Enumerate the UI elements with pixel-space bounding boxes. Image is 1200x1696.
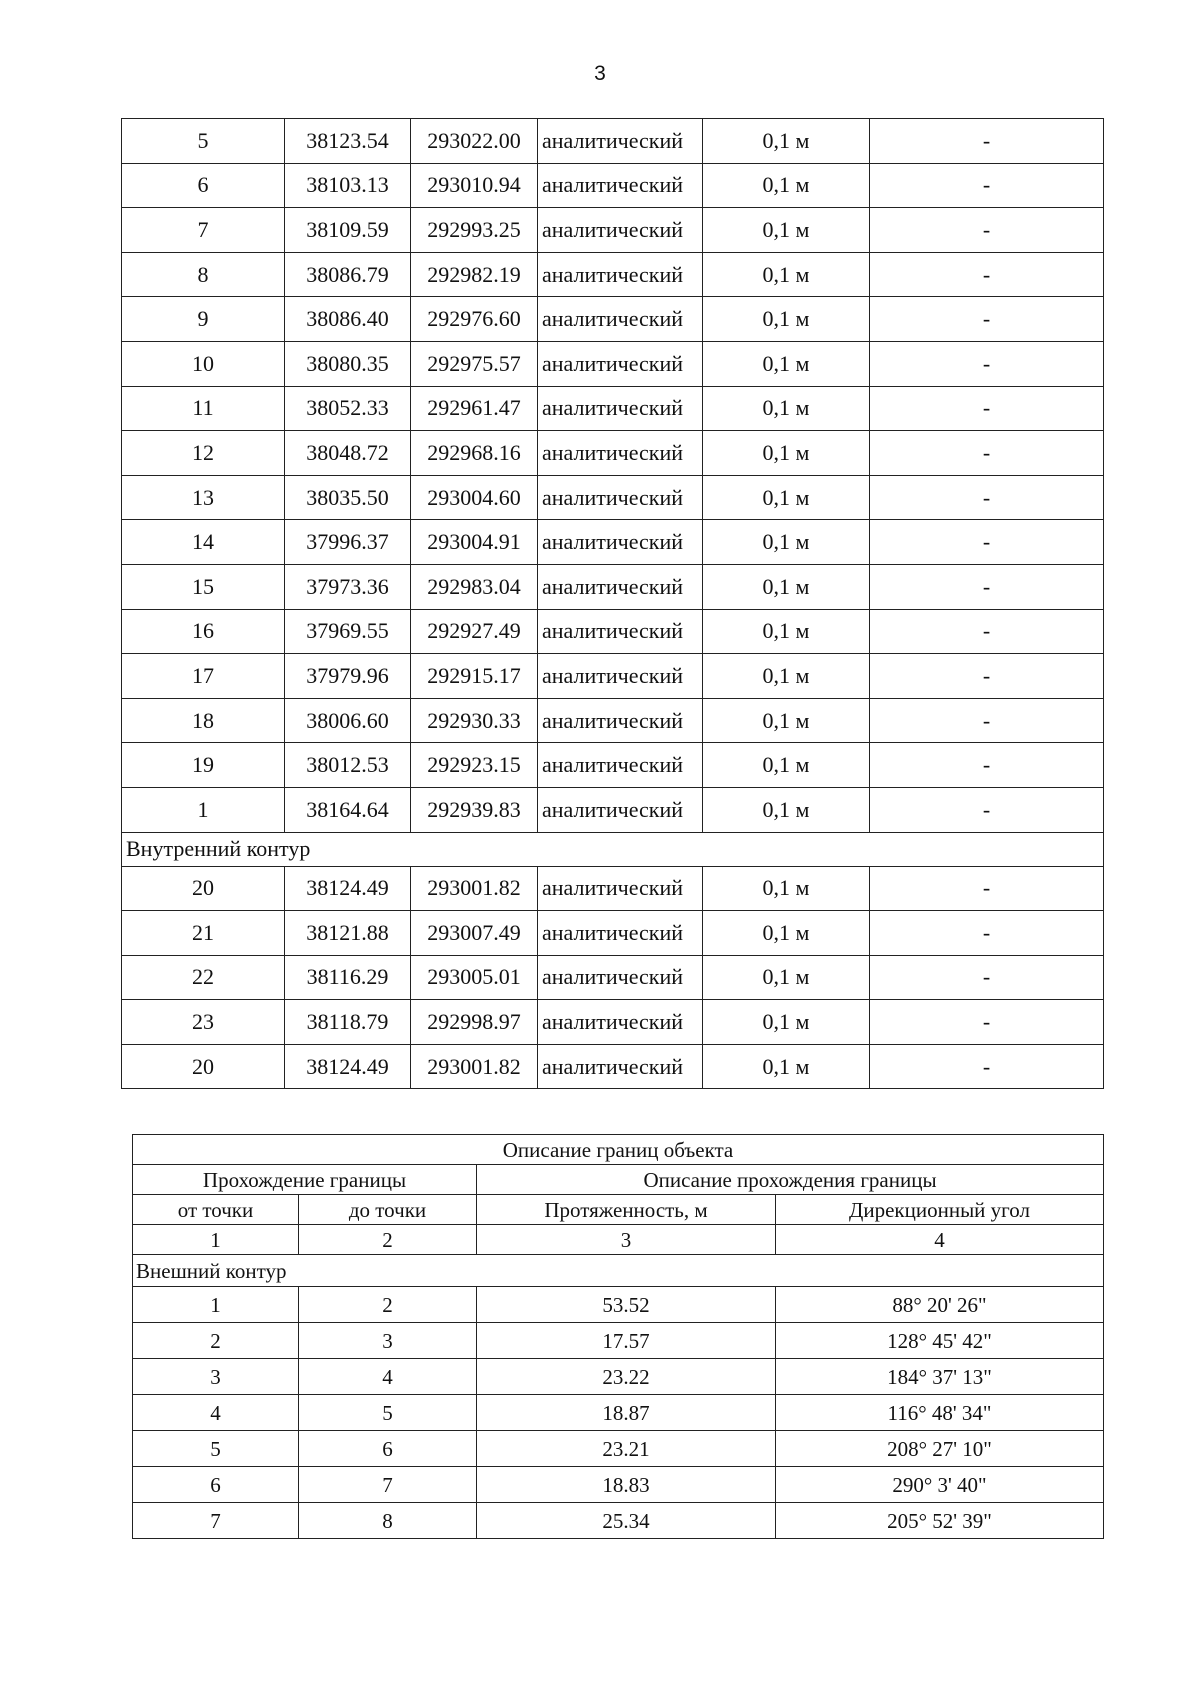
table-row bbox=[133, 1359, 1104, 1395]
y-coordinate-cell: 293010.94 bbox=[411, 163, 538, 208]
point-number-cell: 8 bbox=[122, 252, 285, 297]
accuracy-cell: 0,1 м bbox=[703, 787, 870, 832]
table-row bbox=[133, 1467, 1104, 1503]
point-number-cell: 11 bbox=[122, 386, 285, 431]
from-point-cell: 2 bbox=[133, 1323, 299, 1359]
method-cell: аналитический bbox=[538, 1000, 703, 1045]
y-coordinate-cell: 292982.19 bbox=[411, 252, 538, 297]
x-coordinate-cell: 37996.37 bbox=[285, 520, 411, 565]
table-title: Описание границ объекта bbox=[133, 1135, 1104, 1165]
y-coordinate-cell: 292968.16 bbox=[411, 431, 538, 476]
direction-angle-cell: 128° 45' 42" bbox=[776, 1323, 1104, 1359]
y-coordinate-cell: 292930.33 bbox=[411, 698, 538, 743]
accuracy-cell: 0,1 м bbox=[703, 386, 870, 431]
table-row bbox=[122, 698, 1104, 743]
column-number: 1 bbox=[133, 1225, 299, 1255]
y-coordinate-cell: 292998.97 bbox=[411, 1000, 538, 1045]
direction-angle-cell: 208° 27' 10" bbox=[776, 1431, 1104, 1467]
y-coordinate-cell: 293022.00 bbox=[411, 119, 538, 164]
note-cell: - bbox=[870, 341, 1104, 386]
header-direction-angle: Дирекционный угол bbox=[776, 1195, 1104, 1225]
method-cell: аналитический bbox=[538, 1044, 703, 1089]
y-coordinate-cell: 292993.25 bbox=[411, 208, 538, 253]
header-from-point: от точки bbox=[133, 1195, 299, 1225]
x-coordinate-cell: 38052.33 bbox=[285, 386, 411, 431]
x-coordinate-cell: 37973.36 bbox=[285, 564, 411, 609]
from-point-cell: 5 bbox=[133, 1431, 299, 1467]
method-cell: аналитический bbox=[538, 297, 703, 342]
outer-contour-label: Внешний контур bbox=[133, 1255, 1104, 1287]
note-cell: - bbox=[870, 609, 1104, 654]
note-cell: - bbox=[870, 1044, 1104, 1089]
coordinates-table bbox=[121, 118, 1104, 1089]
note-cell: - bbox=[870, 698, 1104, 743]
point-number-cell: 22 bbox=[122, 955, 285, 1000]
point-number-cell: 15 bbox=[122, 564, 285, 609]
method-cell: аналитический bbox=[538, 520, 703, 565]
point-number-cell: 19 bbox=[122, 743, 285, 788]
y-coordinate-cell: 292927.49 bbox=[411, 609, 538, 654]
direction-angle-cell: 290° 3' 40" bbox=[776, 1467, 1104, 1503]
table-row bbox=[122, 787, 1104, 832]
method-cell: аналитический bbox=[538, 698, 703, 743]
column-number: 2 bbox=[299, 1225, 477, 1255]
table-row bbox=[133, 1323, 1104, 1359]
y-coordinate-cell: 293007.49 bbox=[411, 911, 538, 956]
method-cell: аналитический bbox=[538, 208, 703, 253]
to-point-cell: 2 bbox=[299, 1287, 477, 1323]
method-cell: аналитический bbox=[538, 564, 703, 609]
page-number: 3 bbox=[594, 62, 606, 85]
note-cell: - bbox=[870, 475, 1104, 520]
accuracy-cell: 0,1 м bbox=[703, 743, 870, 788]
table-row bbox=[122, 475, 1104, 520]
x-coordinate-cell: 38164.64 bbox=[285, 787, 411, 832]
point-number-cell: 18 bbox=[122, 698, 285, 743]
point-number-cell: 13 bbox=[122, 475, 285, 520]
x-coordinate-cell: 38035.50 bbox=[285, 475, 411, 520]
table-row bbox=[122, 208, 1104, 253]
method-cell: аналитический bbox=[538, 475, 703, 520]
table-row bbox=[122, 297, 1104, 342]
point-number-cell: 12 bbox=[122, 431, 285, 476]
point-number-cell: 16 bbox=[122, 609, 285, 654]
length-cell: 18.83 bbox=[477, 1467, 776, 1503]
table-row bbox=[122, 564, 1104, 609]
table-row bbox=[122, 520, 1104, 565]
point-number-cell: 20 bbox=[122, 1044, 285, 1089]
accuracy-cell: 0,1 м bbox=[703, 163, 870, 208]
accuracy-cell: 0,1 м bbox=[703, 475, 870, 520]
table-row bbox=[133, 1503, 1104, 1539]
note-cell: - bbox=[870, 297, 1104, 342]
from-point-cell: 3 bbox=[133, 1359, 299, 1395]
table-row bbox=[133, 1287, 1104, 1323]
from-point-cell: 7 bbox=[133, 1503, 299, 1539]
x-coordinate-cell: 38086.79 bbox=[285, 252, 411, 297]
y-coordinate-cell: 293001.82 bbox=[411, 866, 538, 911]
length-cell: 23.22 bbox=[477, 1359, 776, 1395]
y-coordinate-cell: 292939.83 bbox=[411, 787, 538, 832]
point-number-cell: 20 bbox=[122, 866, 285, 911]
accuracy-cell: 0,1 м bbox=[703, 955, 870, 1000]
x-coordinate-cell: 38124.49 bbox=[285, 1044, 411, 1089]
method-cell: аналитический bbox=[538, 609, 703, 654]
accuracy-cell: 0,1 м bbox=[703, 520, 870, 565]
method-cell: аналитический bbox=[538, 163, 703, 208]
x-coordinate-cell: 38048.72 bbox=[285, 431, 411, 476]
accuracy-cell: 0,1 м bbox=[703, 208, 870, 253]
direction-angle-cell: 205° 52' 39" bbox=[776, 1503, 1104, 1539]
point-number-cell: 23 bbox=[122, 1000, 285, 1045]
to-point-cell: 5 bbox=[299, 1395, 477, 1431]
point-number-cell: 6 bbox=[122, 163, 285, 208]
accuracy-cell: 0,1 м bbox=[703, 564, 870, 609]
y-coordinate-cell: 293004.60 bbox=[411, 475, 538, 520]
table-row bbox=[122, 252, 1104, 297]
note-cell: - bbox=[870, 1000, 1104, 1045]
x-coordinate-cell: 38124.49 bbox=[285, 866, 411, 911]
note-cell: - bbox=[870, 431, 1104, 476]
x-coordinate-cell: 38080.35 bbox=[285, 341, 411, 386]
accuracy-cell: 0,1 м bbox=[703, 119, 870, 164]
y-coordinate-cell: 292983.04 bbox=[411, 564, 538, 609]
to-point-cell: 6 bbox=[299, 1431, 477, 1467]
table-row bbox=[122, 743, 1104, 788]
note-cell: - bbox=[870, 252, 1104, 297]
length-cell: 25.34 bbox=[477, 1503, 776, 1539]
x-coordinate-cell: 38103.13 bbox=[285, 163, 411, 208]
accuracy-cell: 0,1 м bbox=[703, 431, 870, 476]
table-row bbox=[122, 1044, 1104, 1089]
y-coordinate-cell: 292915.17 bbox=[411, 654, 538, 699]
column-number: 4 bbox=[776, 1225, 1104, 1255]
accuracy-cell: 0,1 м bbox=[703, 252, 870, 297]
table-row bbox=[122, 386, 1104, 431]
method-cell: аналитический bbox=[538, 341, 703, 386]
method-cell: аналитический bbox=[538, 654, 703, 699]
column-header-row bbox=[133, 1195, 1104, 1225]
note-cell: - bbox=[870, 119, 1104, 164]
inner-contour-label: Внутренний контур bbox=[122, 832, 1104, 866]
x-coordinate-cell: 38121.88 bbox=[285, 911, 411, 956]
table-row bbox=[122, 119, 1104, 164]
group-header-row bbox=[133, 1165, 1104, 1195]
column-number: 3 bbox=[477, 1225, 776, 1255]
to-point-cell: 8 bbox=[299, 1503, 477, 1539]
header-length: Протяженность, м bbox=[477, 1195, 776, 1225]
accuracy-cell: 0,1 м bbox=[703, 1000, 870, 1045]
column-number-row bbox=[133, 1225, 1104, 1255]
from-point-cell: 6 bbox=[133, 1467, 299, 1503]
group-header-description: Описание прохождения границы bbox=[477, 1165, 1104, 1195]
method-cell: аналитический bbox=[538, 431, 703, 476]
note-cell: - bbox=[870, 911, 1104, 956]
x-coordinate-cell: 37979.96 bbox=[285, 654, 411, 699]
note-cell: - bbox=[870, 955, 1104, 1000]
method-cell: аналитический bbox=[538, 911, 703, 956]
table-row bbox=[122, 911, 1104, 956]
to-point-cell: 3 bbox=[299, 1323, 477, 1359]
accuracy-cell: 0,1 м bbox=[703, 297, 870, 342]
accuracy-cell: 0,1 м bbox=[703, 609, 870, 654]
table-title-row bbox=[133, 1135, 1104, 1165]
from-point-cell: 4 bbox=[133, 1395, 299, 1431]
accuracy-cell: 0,1 м bbox=[703, 698, 870, 743]
accuracy-cell: 0,1 м bbox=[703, 341, 870, 386]
accuracy-cell: 0,1 м bbox=[703, 911, 870, 956]
accuracy-cell: 0,1 м bbox=[703, 866, 870, 911]
header-to-point: до точки bbox=[299, 1195, 477, 1225]
section-row bbox=[133, 1255, 1104, 1287]
section-row bbox=[122, 832, 1104, 866]
table-row bbox=[122, 609, 1104, 654]
boundary-description-table bbox=[132, 1134, 1104, 1539]
accuracy-cell: 0,1 м bbox=[703, 1044, 870, 1089]
note-cell: - bbox=[870, 787, 1104, 832]
table-row bbox=[122, 654, 1104, 699]
note-cell: - bbox=[870, 520, 1104, 565]
length-cell: 23.21 bbox=[477, 1431, 776, 1467]
x-coordinate-cell: 38006.60 bbox=[285, 698, 411, 743]
table-row bbox=[122, 1000, 1104, 1045]
point-number-cell: 5 bbox=[122, 119, 285, 164]
y-coordinate-cell: 293004.91 bbox=[411, 520, 538, 565]
group-header-pass: Прохождение границы bbox=[133, 1165, 477, 1195]
point-number-cell: 10 bbox=[122, 341, 285, 386]
method-cell: аналитический bbox=[538, 955, 703, 1000]
table-row bbox=[122, 866, 1104, 911]
point-number-cell: 9 bbox=[122, 297, 285, 342]
method-cell: аналитический bbox=[538, 787, 703, 832]
note-cell: - bbox=[870, 743, 1104, 788]
note-cell: - bbox=[870, 208, 1104, 253]
point-number-cell: 17 bbox=[122, 654, 285, 699]
note-cell: - bbox=[870, 163, 1104, 208]
table-row bbox=[122, 341, 1104, 386]
x-coordinate-cell: 38086.40 bbox=[285, 297, 411, 342]
point-number-cell: 14 bbox=[122, 520, 285, 565]
point-number-cell: 1 bbox=[122, 787, 285, 832]
x-coordinate-cell: 38118.79 bbox=[285, 1000, 411, 1045]
length-cell: 53.52 bbox=[477, 1287, 776, 1323]
point-number-cell: 21 bbox=[122, 911, 285, 956]
y-coordinate-cell: 292923.15 bbox=[411, 743, 538, 788]
x-coordinate-cell: 37969.55 bbox=[285, 609, 411, 654]
table-row bbox=[122, 431, 1104, 476]
x-coordinate-cell: 38123.54 bbox=[285, 119, 411, 164]
direction-angle-cell: 184° 37' 13" bbox=[776, 1359, 1104, 1395]
point-number-cell: 7 bbox=[122, 208, 285, 253]
method-cell: аналитический bbox=[538, 866, 703, 911]
from-point-cell: 1 bbox=[133, 1287, 299, 1323]
note-cell: - bbox=[870, 866, 1104, 911]
method-cell: аналитический bbox=[538, 386, 703, 431]
note-cell: - bbox=[870, 386, 1104, 431]
x-coordinate-cell: 38109.59 bbox=[285, 208, 411, 253]
length-cell: 18.87 bbox=[477, 1395, 776, 1431]
method-cell: аналитический bbox=[538, 119, 703, 164]
table-row bbox=[133, 1395, 1104, 1431]
to-point-cell: 4 bbox=[299, 1359, 477, 1395]
table-row bbox=[133, 1431, 1104, 1467]
length-cell: 17.57 bbox=[477, 1323, 776, 1359]
accuracy-cell: 0,1 м bbox=[703, 654, 870, 699]
method-cell: аналитический bbox=[538, 743, 703, 788]
note-cell: - bbox=[870, 654, 1104, 699]
to-point-cell: 7 bbox=[299, 1467, 477, 1503]
y-coordinate-cell: 292975.57 bbox=[411, 341, 538, 386]
direction-angle-cell: 116° 48' 34" bbox=[776, 1395, 1104, 1431]
table-row bbox=[122, 955, 1104, 1000]
direction-angle-cell: 88° 20' 26" bbox=[776, 1287, 1104, 1323]
table-row bbox=[122, 163, 1104, 208]
method-cell: аналитический bbox=[538, 252, 703, 297]
y-coordinate-cell: 293001.82 bbox=[411, 1044, 538, 1089]
note-cell: - bbox=[870, 564, 1104, 609]
y-coordinate-cell: 292961.47 bbox=[411, 386, 538, 431]
x-coordinate-cell: 38116.29 bbox=[285, 955, 411, 1000]
y-coordinate-cell: 293005.01 bbox=[411, 955, 538, 1000]
y-coordinate-cell: 292976.60 bbox=[411, 297, 538, 342]
x-coordinate-cell: 38012.53 bbox=[285, 743, 411, 788]
